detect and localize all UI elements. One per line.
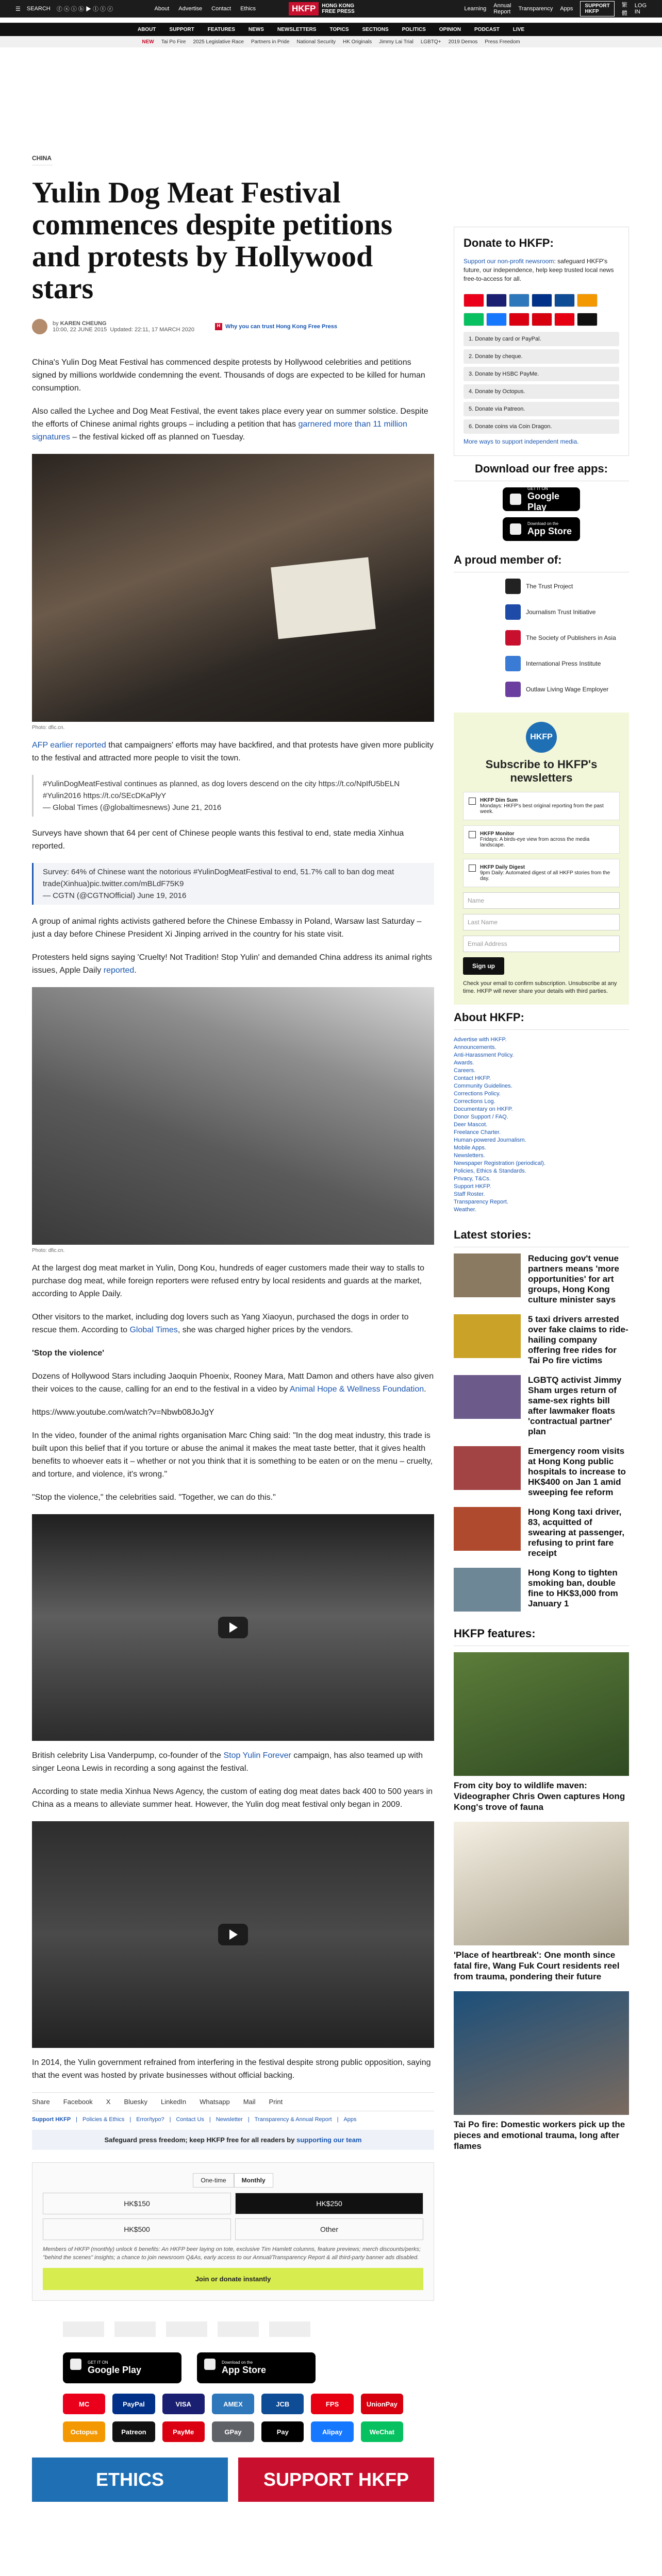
tag-link[interactable]: Contact Us — [176, 2116, 204, 2123]
latest-story[interactable]: Emergency room visits at Hong Kong public hospitals to increase to HK$400 on Jan 1 amid sweeping fee reform — [454, 1446, 629, 1498]
subheading: 'Stop the violence' — [32, 1349, 105, 1358]
topic-bar — [0, 36, 662, 47]
nav-features[interactable]: FEATURES — [207, 27, 235, 32]
share-label: Share — [32, 2098, 50, 2106]
about-link[interactable]: Policies, Ethics & Standards. — [454, 1168, 526, 1174]
newsletter-title: Subscribe to HKFP's newsletters — [485, 758, 598, 784]
nav-podcast[interactable]: PODCAST — [474, 27, 500, 32]
main-nav — [0, 23, 662, 36]
newsletter-option[interactable]: HKFP Monitor Fridays: A birds-eye view from across the media landscape. — [463, 825, 620, 854]
alipay-icon — [486, 313, 507, 326]
afp-link[interactable]: AFP earlier reported — [32, 741, 106, 750]
nav-news[interactable]: NEWS — [248, 27, 264, 32]
footer-links: Support HKFP | Policies & Ethics | Error/typo? | Contact Us | Newsletter | Transparency & Annual Report | Apps — [32, 2116, 357, 2123]
foundation-link[interactable]: Animal Hope & Wellness Foundation — [289, 1385, 424, 1394]
octopus-icon — [577, 294, 598, 307]
unionpay-icon: UnionPay — [361, 2394, 403, 2414]
google-play-badge[interactable]: GET IT ON Google Play — [63, 2352, 181, 2383]
share-bar — [32, 2092, 434, 2111]
latest-story[interactable]: Hong Kong to tighten smoking ban, double fine to HK$3,000 from January 1 — [454, 1568, 629, 1612]
footer-apps — [63, 2352, 434, 2383]
about-link[interactable]: Careers. — [454, 1067, 476, 1074]
support-team-link[interactable]: supporting our team — [296, 2136, 362, 2144]
language-link[interactable]: 繁體 — [621, 2, 627, 16]
logo-line2: FREE PRESS — [322, 9, 355, 14]
topic-link[interactable]: HK Originals — [342, 39, 372, 45]
fps-icon: FPS — [311, 2394, 353, 2414]
signup-button[interactable]: Sign up — [463, 957, 504, 975]
article — [32, 155, 434, 2502]
story-thumbnail[interactable] — [454, 1314, 521, 1358]
wechat-pay-icon: WeChat — [361, 2421, 403, 2442]
nonprofit-link[interactable]: Support our non-profit newsroom — [464, 258, 554, 265]
top-link-ethics[interactable]: Ethics — [240, 6, 256, 12]
member-logo[interactable]: Outlaw Living Wage Employer — [505, 682, 629, 697]
paragraph: In the video, founder of the animal rights organisation Marc Ching said: "In the dog meat industry, this trade is built upon this belief that if you torture or abuse the animal it makes the meat taste better, that it gives health benefits to whoever eats it – whether or not you think that it is something to be eaten or on the menu – cruelty, and torture, and violence, it's wrong." — [32, 1431, 433, 1479]
new-label: NEW — [142, 39, 154, 45]
about-link[interactable]: Corrections Policy. — [454, 1091, 501, 1097]
visa-icon: VISA — [162, 2394, 205, 2414]
member-logo[interactable]: International Press Institute — [505, 656, 629, 671]
donate-option[interactable]: 5. Donate via Patreon. — [464, 402, 619, 416]
story-thumbnail[interactable] — [454, 1568, 521, 1612]
paragraph: Protesters held signs saying 'Cruelty! Not Tradition! Stop Yulin' and demanded China address its animal rights issues, Apple Daily reported. — [32, 953, 433, 975]
google-play-icon — [70, 2359, 81, 2370]
payme-icon — [509, 313, 529, 326]
member-logo[interactable]: The Society of Publishers in Asia — [505, 630, 629, 646]
tag-link[interactable]: Transparency & Annual Report — [254, 2116, 332, 2123]
apple-icon — [204, 2359, 216, 2370]
newsletter-badge: HKFP — [526, 722, 557, 753]
tag-link[interactable]: Support HKFP — [32, 2116, 71, 2123]
hkfp-icon: H — [215, 323, 222, 330]
about-link[interactable]: Privacy, T&Cs. — [454, 1176, 491, 1182]
top-link-transparency[interactable]: Transparency — [518, 6, 553, 12]
donate-title: Donate to HKFP: — [464, 236, 554, 249]
trust-project-logo[interactable] — [63, 2321, 104, 2337]
alipay-icon: Alipay — [311, 2421, 353, 2442]
feature-story[interactable]: Tai Po fire: Domestic workers pick up the pieces and emotional trauma, long after flames — [454, 1991, 629, 2151]
social-icons[interactable]: ⓕ ⓧ ⓘ ⓑ ▶ ⓛ ⓣ ⓡ — [56, 6, 113, 12]
about-link[interactable]: Staff Roster. — [454, 1191, 485, 1197]
latest-story[interactable]: 5 taxi drivers arrested over fake claims to ride-hailing company offering free rides for Tai Po fire victims — [454, 1314, 629, 1366]
newsletter-note: Check your email to confirm subscription. Unsubscribe at any time. HKFP will never share your details with third parties. — [463, 980, 617, 994]
tag-link[interactable]: Apps — [343, 2116, 357, 2123]
member-benefits: Members of HKFP (monthly) unlock 6 benefits: An HKFP beer laying on tote, exclusive Tim Hamlett columns, feature previews; merch discounts/perks; "behind the scenes" insights; a chance to join newsroom Q&As, early access to our Annual/Transparency Report & all third-party banner ads disabled. — [43, 2246, 421, 2261]
about-link[interactable]: Advertise with HKFP. — [454, 1037, 507, 1043]
tag-link[interactable]: Newsletter — [216, 2116, 243, 2123]
ethics-banner[interactable]: ETHICS — [32, 2458, 228, 2502]
topic-link[interactable]: 2019 Demos — [448, 39, 478, 45]
payme-icon: PayMe — [162, 2421, 205, 2442]
google-play-badge[interactable]: GET IT ON Google Play — [503, 487, 580, 511]
newsletter-box — [454, 713, 629, 1005]
image-caption: Photo: dfic.cn. — [32, 725, 65, 731]
trust-link[interactable]: H Why you can trust Hong Kong Free Press — [215, 323, 337, 330]
topic-link[interactable]: Partners in Pride — [251, 39, 290, 45]
topic-link[interactable]: Press Freedom — [485, 39, 520, 45]
freq-one-time[interactable]: One-time — [193, 2173, 234, 2188]
about-link[interactable]: Weather. — [454, 1207, 476, 1213]
about-link[interactable]: Deer Mascot. — [454, 1122, 488, 1128]
about-link[interactable]: Freelance Charter. — [454, 1129, 501, 1136]
feature-image[interactable] — [454, 1991, 629, 2115]
story-thumbnail[interactable] — [454, 1375, 521, 1419]
google-play-icon — [510, 494, 521, 505]
patreon-icon: Patreon — [112, 2421, 155, 2442]
stop-yulin-link[interactable]: Stop Yulin Forever — [223, 1751, 291, 1760]
top-link-annual-report[interactable]: Annual Report — [493, 3, 511, 15]
nav-newsletters[interactable]: NEWSLETTERS — [277, 27, 317, 32]
video-embed[interactable] — [32, 1514, 434, 1741]
support-hkfp-button[interactable]: SUPPORT HKFP — [580, 1, 614, 16]
topic-link[interactable]: 2025 Legislative Race — [193, 39, 244, 45]
latest-story[interactable]: Hong Kong taxi driver, 83, acquitted of swearing at passenger, refusing to print fare receipt — [454, 1507, 629, 1558]
more-ways-link[interactable]: More ways to support independent media. — [464, 438, 579, 445]
about-link[interactable]: Human-powered Journalism. — [454, 1137, 526, 1143]
wechat-pay-icon — [464, 313, 484, 326]
freq-monthly[interactable]: Monthly — [234, 2173, 273, 2188]
hkfp-logo[interactable] — [289, 2, 355, 15]
donate-option[interactable]: 6. Donate coins via Coin Dragon. — [464, 419, 619, 434]
amount-option[interactable]: HK$500 — [43, 2218, 231, 2240]
paragraph: A group of animal rights activists gathered before the Chinese Embassy in Poland, Warsaw last Saturday – just a day before Chinese President Xi Jinping arrived in the country for his state visit. — [32, 917, 422, 939]
jcb-icon: JCB — [261, 2394, 304, 2414]
dogs-cage-photo — [32, 454, 434, 722]
about-link[interactable]: Mobile Apps. — [454, 1145, 486, 1151]
embedded-tweet: Survey: 64% of Chinese want the notorious #YulinDogMeatFestival to end, 51.7% call to ban dog meat trade(Xinhua)pic.twitter.com/mBLdF75K9 — CGTN (@CGTNOfficial) June 19, 2016 — [32, 863, 434, 905]
about-title: About HKFP: — [454, 1005, 629, 1030]
living-wage-logo[interactable] — [269, 2321, 310, 2337]
member-logo[interactable]: Journalism Trust Initiative — [505, 604, 629, 620]
apple-daily-link[interactable]: reported — [103, 966, 135, 975]
paragraph: AFP earlier reported that campaigners' efforts may have backfired, and that protests have given more publicity to the festival and attracted more people to visit the town. — [32, 741, 434, 762]
payment-icons — [63, 2394, 403, 2442]
feature-story[interactable]: 'Place of heartbreak': One month since fatal fire, Wang Fuk Court residents reel from trauma, pondering their future — [454, 1822, 629, 1982]
donate-box: Donate to HKFP: Support our non-profit newsroom: safeguard HKFP's future, our independence, help keep trusted local news free-to-access for all. 1. Donate by card or PayPal. 2. Donate by cheque. 3. Donate by HSBC PayMe. 4. Donate by Octopus. 5. Donate via Patreon. 6. Donate coins via Coin Dragon. More ways to support independent media. — [454, 227, 629, 456]
about-link[interactable]: Newsletters. — [454, 1153, 485, 1159]
play-icon[interactable] — [218, 1617, 248, 1638]
support-banner[interactable]: SUPPORT HKFP — [238, 2458, 434, 2502]
about-link[interactable]: Newspaper Registration (periodical). — [454, 1160, 545, 1166]
donate-option[interactable]: 4. Donate by Octopus. — [464, 384, 619, 399]
share-x[interactable]: X — [106, 2098, 111, 2106]
paragraph: Dozens of Hollywood Stars including Jaoquin Phoenix, Rooney Mara, Matt Damon and others have also given their voices to the cause, calling for an end to the festival in a video by Animal Hope & Wellness Foundation. — [32, 1372, 434, 1394]
newsletter-option[interactable]: HKFP Dim Sum Mondays: HKFP's best original reporting from the past week. — [463, 792, 620, 820]
octopus-icon: Octopus — [63, 2421, 105, 2442]
nav-about[interactable]: ABOUT — [137, 27, 156, 32]
byline: by KAREN CHEUNG 10:00, 22 JUNE 2015 Updated: 22:11, 17 MARCH 2020 H Why you can trust Hong Kong Free Press — [32, 319, 434, 334]
top-link-learning[interactable]: Learning — [464, 6, 487, 12]
paragraph: "Stop the violence," the celebrities said. "Together, we can do this." — [32, 1493, 276, 1502]
login-link[interactable]: LOG IN — [634, 3, 647, 15]
amex-icon: AMEX — [212, 2394, 254, 2414]
global-times-link[interactable]: Global Times — [129, 1326, 178, 1334]
share-print[interactable]: Print — [269, 2098, 283, 2106]
nav-support[interactable]: SUPPORT — [169, 27, 194, 32]
amount-other[interactable]: Other — [235, 2218, 423, 2240]
last-name-field[interactable]: Last Name — [463, 914, 620, 930]
latest-title: Latest stories: — [454, 1222, 629, 1247]
author-name[interactable]: KAREN CHEUNG — [60, 320, 107, 327]
top-link-contact[interactable]: Contact — [211, 6, 231, 12]
paragraph: In 2014, the Yulin government refrained from interfering in the festival despite strong public opposition, saying that the event was hosted by private businesses without official backing. — [32, 2058, 431, 2080]
about-link[interactable]: Transparency Report. — [454, 1199, 508, 1205]
checkbox[interactable] — [469, 831, 476, 838]
jti-logo[interactable] — [114, 2321, 156, 2337]
google-pay-icon: GPay — [212, 2421, 254, 2442]
logo-line1: HONG KONG — [322, 3, 355, 9]
share-bluesky[interactable]: Bluesky — [124, 2098, 147, 2106]
topic-link[interactable]: Tai Po Fire — [161, 39, 186, 45]
email-field[interactable]: Email Address — [463, 936, 620, 952]
name-field[interactable]: Name — [463, 892, 620, 909]
share-whatsapp[interactable]: Whatsapp — [200, 2098, 230, 2106]
embedded-tweet: #YulinDogMeatFestival continues as planned, as dog lovers descend on the city https://t.co/NpIfU5bELN #Yulin2016 https://t.co/SEcDKaPlyY — Global Times (@globaltimesnews) June 21, 2016 — [32, 775, 434, 817]
footer-member-logos — [63, 2321, 434, 2337]
updated-date: Updated: 22:11, 17 MARCH 2020 — [110, 327, 194, 333]
tag-link[interactable]: Error/typo? — [136, 2116, 164, 2123]
footer-banners — [32, 2458, 434, 2502]
amount-option[interactable]: HK$150 — [43, 2193, 231, 2214]
about-list — [454, 1036, 629, 1214]
feature-story[interactable]: From city boy to wildlife maven: Videographer Chris Owen captures Hong Kong's trove of fauna — [454, 1652, 629, 1812]
paypal-icon — [532, 294, 552, 307]
paragraph: China's Yulin Dog Meat Festival has commenced despite protests by Hollywood celebrities and petitions signed by millions worldwide condemning the event. Thousands of dogs are expected to be killed for human consumption. — [32, 358, 425, 393]
jcb-icon — [554, 294, 575, 307]
amex-icon — [509, 294, 529, 307]
paragraph: According to state media Xinhua News Agency, the custom of eating dog meat dates back 400 to 500 years in China as a means to alleviate summer heat. However, the Yulin dog meat festival only began in 2009. — [32, 1787, 433, 1809]
top-link-apps[interactable]: Apps — [560, 6, 573, 12]
newsletter-option[interactable]: HKFP Daily Digest 9pm Daily: Automated digest of all HKFP stories from the day. — [463, 859, 620, 887]
logo-mark: HKFP — [289, 2, 319, 15]
paragraph: Surveys have shown that 64 per cent of Chinese people wants this festival to end, state media Xinhua reported. — [32, 829, 404, 851]
about-link[interactable]: Donor Support / FAQ. — [454, 1114, 508, 1120]
story-thumbnail[interactable] — [454, 1253, 521, 1297]
story-thumbnail[interactable] — [454, 1507, 521, 1551]
about-link[interactable]: Support HKFP. — [454, 1183, 491, 1190]
dog-photo — [32, 987, 434, 1245]
member-title: A proud member of: — [454, 547, 629, 572]
paragraph: At the largest dog meat market in Yulin, Dong Kou, hundreds of eager customers made their way to stalls to purchase dog meat, while foreign reporters were refused entry by local residents and guards at the market, according to Apple Daily. — [32, 1264, 424, 1298]
latest-story[interactable]: Reducing gov't venue partners means 'more opportunities' for art groups, Hong Kong culture minister says — [454, 1253, 629, 1305]
nav-politics[interactable]: POLITICS — [402, 27, 426, 32]
donate-option[interactable]: 1. Donate by card or PayPal. — [464, 332, 619, 346]
menu-icon[interactable]: ☰ — [15, 6, 21, 12]
amount-option-selected[interactable]: HK$250 — [235, 2193, 423, 2214]
mastercard-icon — [464, 294, 484, 307]
fps-icon — [554, 313, 575, 326]
visa-icon — [486, 294, 507, 307]
about-link[interactable]: Corrections Log. — [454, 1098, 495, 1105]
support-promo: Safeguard press freedom; keep HKFP free for all readers by supporting our team — [32, 2130, 434, 2150]
paragraph: Also called the Lychee and Dog Meat Festival, the event takes place every year on summer solstice. Despite the efforts of Chinese animal rights groups – including a petition that has garnered more than 11 million signatures – the festival kicked off as planned on Tuesday. — [32, 407, 428, 442]
unionpay-icon — [532, 313, 552, 326]
apple-pay-icon: Pay — [261, 2421, 304, 2442]
nav-opinion[interactable]: OPINION — [439, 27, 461, 32]
mastercard-icon: MC — [63, 2394, 105, 2414]
author-avatar — [32, 319, 47, 334]
about-link[interactable]: Contact HKFP. — [454, 1075, 491, 1081]
app-store-badge[interactable]: Download on the App Store — [503, 517, 580, 541]
publish-date: 10:00, 22 JUNE 2015 — [53, 327, 107, 333]
share-facebook[interactable]: Facebook — [63, 2098, 93, 2106]
feature-image[interactable] — [454, 1822, 629, 1945]
image-caption: Photo: dfic.cn. — [32, 1248, 65, 1253]
sopa-logo[interactable] — [166, 2321, 207, 2337]
article-category[interactable]: CHINA — [32, 155, 53, 165]
search-link[interactable]: SEARCH — [26, 6, 51, 12]
nav-live[interactable]: LIVE — [512, 27, 525, 32]
top-link-advertise[interactable]: Advertise — [178, 6, 203, 12]
member-logo[interactable]: The Trust Project — [505, 579, 629, 594]
paragraph: Other visitors to the market, including dog lovers such as Yang Xiaoyun, purchased the dogs in order to rescue them. According to Global Times, she was charged higher prices by the vendors. — [32, 1313, 409, 1334]
features-title: HKFP features: — [454, 1621, 629, 1646]
join-donate-button[interactable]: Join or donate instantly — [43, 2268, 423, 2290]
cardboard-sign — [271, 557, 376, 639]
sidebar — [454, 227, 629, 2161]
article-title: Yulin Dog Meat Festival commences despite petitions and protests by Hollywood stars — [32, 176, 393, 305]
top-link-about[interactable]: About — [154, 6, 170, 12]
donate-option[interactable]: 3. Donate by HSBC PayMe. — [464, 367, 619, 381]
tag-link[interactable]: Policies & Ethics — [82, 2116, 125, 2123]
topic-link[interactable]: National Security — [296, 39, 336, 45]
youtube-url: https://www.youtube.com/watch?v=Nbwb08JoJgY — [32, 1408, 214, 1417]
payment-pills — [464, 294, 619, 332]
nav-sections[interactable]: SECTIONS — [362, 27, 389, 32]
donate-option[interactable]: 2. Donate by cheque. — [464, 349, 619, 364]
checkbox[interactable] — [469, 865, 476, 872]
story-thumbnail[interactable] — [454, 1446, 521, 1490]
ipi-logo[interactable] — [218, 2321, 259, 2337]
petition-link[interactable]: garnered more than 11 million signatures — [32, 420, 407, 442]
video-embed[interactable] — [32, 1821, 434, 2048]
paragraph: British celebrity Lisa Vanderpump, co-founder of the Stop Yulin Forever campaign, has also teamed up with singer Leona Lewis in recording a song against the festival. — [32, 1751, 423, 1773]
topic-link[interactable]: Jimmy Lai Trial — [379, 39, 413, 45]
donate-widget — [32, 2162, 434, 2301]
patreon-icon — [577, 313, 598, 326]
about-link[interactable]: Anti-Harassment Policy. — [454, 1052, 514, 1058]
app-store-badge[interactable]: Download on the App Store — [197, 2352, 316, 2383]
play-icon[interactable] — [218, 1924, 248, 1945]
apple-icon — [510, 523, 521, 535]
about-link[interactable]: Community Guidelines. — [454, 1083, 512, 1089]
topic-link[interactable]: LGBTQ+ — [420, 39, 441, 45]
share-linkedin[interactable]: LinkedIn — [161, 2098, 187, 2106]
checkbox[interactable] — [469, 798, 476, 805]
about-link[interactable]: Awards. — [454, 1060, 474, 1066]
latest-story[interactable]: LGBTQ activist Jimmy Sham urges return of same-sex rights bill after lawmaker floats 'contractual partner' plan — [454, 1375, 629, 1437]
paypal-icon: PayPal — [112, 2394, 155, 2414]
about-link[interactable]: Announcements. — [454, 1044, 496, 1050]
feature-image[interactable] — [454, 1652, 629, 1776]
share-mail[interactable]: Mail — [243, 2098, 256, 2106]
apps-title: Download our free apps: — [454, 456, 629, 481]
about-link[interactable]: Documentary on HKFP. — [454, 1106, 513, 1112]
nav-topics[interactable]: TOPICS — [329, 27, 349, 32]
